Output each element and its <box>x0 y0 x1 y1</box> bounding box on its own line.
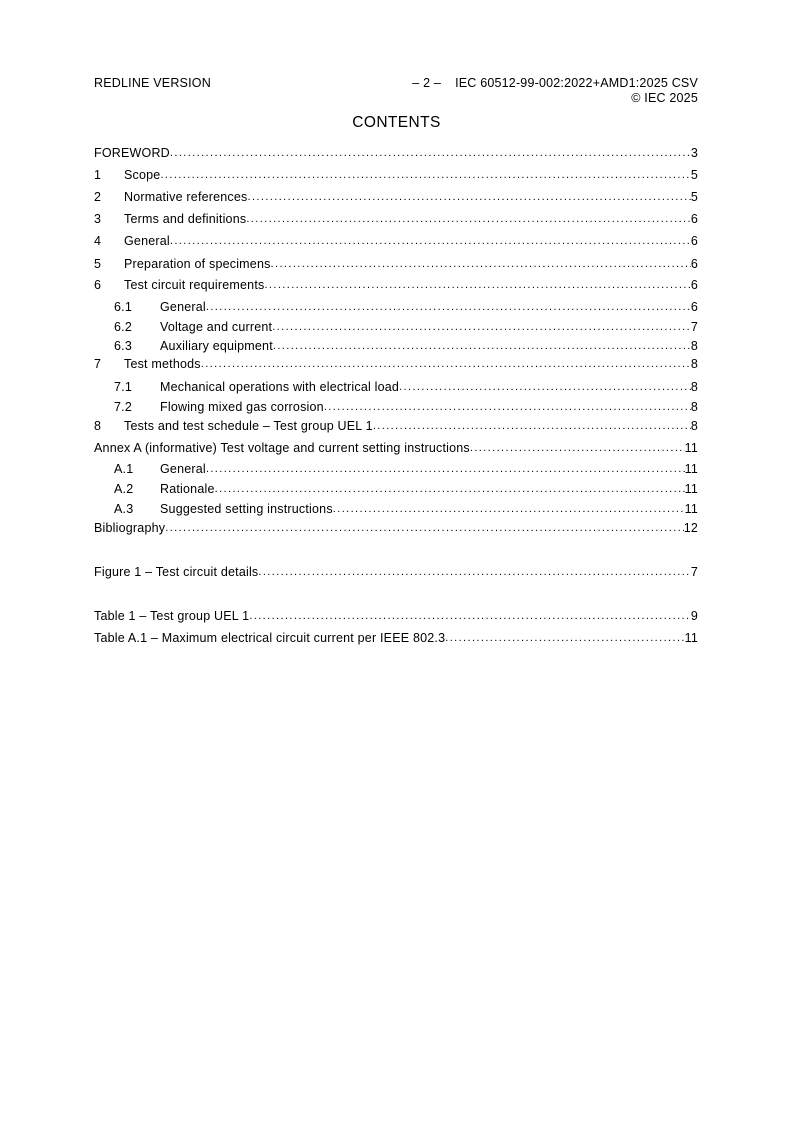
toc-entry[interactable] <box>94 319 698 335</box>
leader-dots <box>445 630 684 646</box>
toc-page: 8 <box>690 380 698 394</box>
toc-page: 7 <box>690 565 698 579</box>
leader-dots <box>470 440 685 456</box>
toc-entry[interactable] <box>94 520 698 536</box>
toc-page: 6 <box>690 300 698 314</box>
toc-number: 4 <box>94 234 102 248</box>
toc-number: 2 <box>94 190 102 204</box>
leader-dots <box>399 379 691 395</box>
toc-entry[interactable] <box>94 299 698 315</box>
toc-entry[interactable] <box>94 211 698 227</box>
leader-dots <box>206 299 691 315</box>
list-of-tables-entry[interactable] <box>94 608 698 624</box>
toc-label: Suggested setting instructions <box>160 502 333 516</box>
leader-dots <box>333 501 685 517</box>
toc-entry[interactable] <box>94 167 698 183</box>
toc-entry[interactable] <box>94 338 698 354</box>
toc-label: Preparation of specimens <box>124 257 271 271</box>
toc-label: General <box>160 462 206 476</box>
toc-number: A.3 <box>114 502 134 516</box>
list-of-tables-entry[interactable] <box>94 630 698 646</box>
toc-number: 7.2 <box>114 400 132 414</box>
redline-label: REDLINE VERSION <box>94 76 211 90</box>
toc-page: 11 <box>684 631 698 645</box>
leader-dots <box>170 145 691 161</box>
leader-dots <box>248 189 691 205</box>
toc-entry[interactable] <box>94 256 698 272</box>
leader-dots <box>264 277 690 293</box>
toc-page: 11 <box>684 482 698 496</box>
toc-page: 8 <box>690 357 698 371</box>
toc-label: Mechanical operations with electrical load <box>160 380 400 394</box>
toc-label: Table 1 – Test group UEL 1 <box>94 609 250 623</box>
toc-entry[interactable] <box>94 233 698 249</box>
toc-label: Annex A (informative) Test voltage and current setting instructions <box>94 441 470 455</box>
toc-entry[interactable] <box>94 379 698 395</box>
leader-dots <box>273 338 691 354</box>
toc-number: 8 <box>94 419 102 433</box>
toc-entry[interactable] <box>94 277 698 293</box>
toc-entry[interactable] <box>94 481 698 497</box>
toc-number: 1 <box>94 168 102 182</box>
leader-dots <box>165 520 683 536</box>
toc-page: 6 <box>690 234 698 248</box>
leader-dots <box>324 399 691 415</box>
toc-page: 11 <box>684 502 698 516</box>
leader-dots <box>170 233 691 249</box>
toc-label: Scope <box>124 168 161 182</box>
toc-page: 11 <box>684 441 698 455</box>
toc-page: 9 <box>690 609 698 623</box>
toc-label: Figure 1 – Test circuit details <box>94 565 259 579</box>
toc-label: Test circuit requirements <box>124 278 265 292</box>
contents-title: CONTENTS <box>352 114 441 131</box>
toc-page: 8 <box>690 400 698 414</box>
toc-number: A.2 <box>114 482 134 496</box>
toc-number: 6.1 <box>114 300 132 314</box>
leader-dots <box>246 211 691 227</box>
toc-label: Bibliography <box>94 521 166 535</box>
toc-entry[interactable] <box>94 418 698 434</box>
toc-number: 6.3 <box>114 339 132 353</box>
toc-label: Tests and test schedule – Test group UEL 1 <box>124 419 373 433</box>
leader-dots <box>215 481 685 497</box>
leader-dots <box>258 564 690 580</box>
toc-entry[interactable] <box>94 356 698 372</box>
toc-page: 5 <box>690 190 698 204</box>
leader-dots <box>272 319 691 335</box>
toc-number: 7 <box>94 357 102 371</box>
toc-page: 7 <box>690 320 698 334</box>
toc-label: General <box>160 300 206 314</box>
toc-entry[interactable] <box>94 501 698 517</box>
toc-entry[interactable] <box>94 461 698 477</box>
toc-label: General <box>124 234 170 248</box>
toc-label: Normative references <box>124 190 248 204</box>
toc-page: 5 <box>690 168 698 182</box>
toc-page: 8 <box>690 339 698 353</box>
toc-number: A.1 <box>114 462 134 476</box>
toc-label: Test methods <box>124 357 201 371</box>
toc-page: 3 <box>690 146 698 160</box>
toc-entry[interactable] <box>94 440 698 456</box>
toc-label: Auxiliary equipment <box>160 339 273 353</box>
toc-label: Voltage and current <box>160 320 273 334</box>
toc-page: 12 <box>683 521 698 535</box>
copyright: © IEC 2025 <box>631 90 698 105</box>
toc-label: Flowing mixed gas corrosion <box>160 400 324 414</box>
page-marker: – 2 – <box>412 76 442 90</box>
leader-dots <box>201 356 691 372</box>
leader-dots <box>206 461 685 477</box>
toc-number: 6.2 <box>114 320 132 334</box>
toc-page: 8 <box>690 419 698 433</box>
toc-label: Table A.1 – Maximum electrical circuit current per IEEE 802.3 <box>94 631 446 645</box>
header-right <box>412 76 698 105</box>
leader-dots <box>271 256 691 272</box>
leader-dots <box>160 167 690 183</box>
toc-page: 6 <box>690 278 698 292</box>
toc-entry[interactable] <box>94 145 698 161</box>
toc-number: 7.1 <box>114 380 132 394</box>
toc-label: Rationale <box>160 482 215 496</box>
toc-label: FOREWORD <box>94 146 170 160</box>
toc-page: 6 <box>690 212 698 226</box>
document-id: IEC 60512-99-002:2022+AMD1:2025 CSV <box>455 76 698 90</box>
toc-entry[interactable] <box>94 399 698 415</box>
leader-dots <box>373 418 691 434</box>
toc-page: 11 <box>684 462 698 476</box>
toc-number: 3 <box>94 212 102 226</box>
toc-page: 6 <box>690 257 698 271</box>
toc-label: Terms and definitions <box>124 212 247 226</box>
leader-dots <box>249 608 691 624</box>
list-of-figures-entry[interactable] <box>94 564 698 580</box>
toc-entry[interactable] <box>94 189 698 205</box>
toc-number: 6 <box>94 278 102 292</box>
toc-number: 5 <box>94 257 102 271</box>
